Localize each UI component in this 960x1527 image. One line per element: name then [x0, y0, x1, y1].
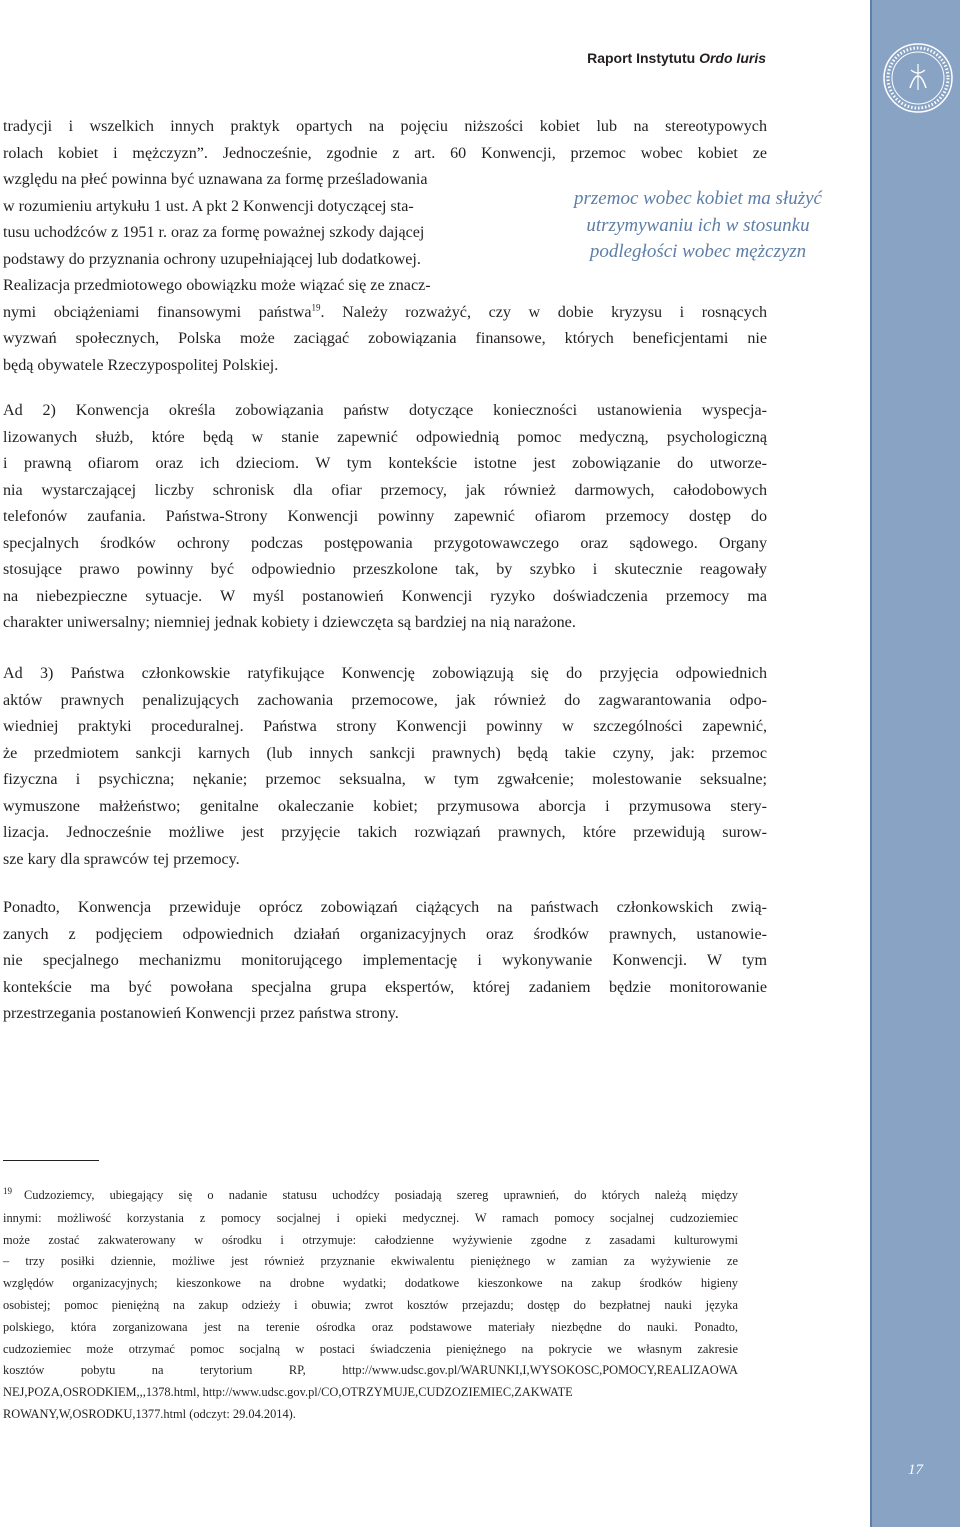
footnote-line[interactable]: kosztów pobytu na terytorium RP, http://www.udsc.gov.pl/WARUNKI,I,WYSOKOSC,POMOCY,REALIZAOWA	[3, 1363, 738, 1378]
text-line: Realizacja przedmiotowego obowiązku może wiązać się ze znacz-	[3, 277, 431, 294]
sidebar-band	[870, 0, 960, 1527]
ordo-iuris-seal-icon	[880, 40, 956, 116]
header-prefix: Raport Instytutu	[587, 50, 700, 66]
text-line: nia wystarczającej liczby schronisk dla ofiar przemocy, jak również darmowych, całodobowych	[3, 481, 767, 499]
footnote	[3, 1185, 738, 1426]
page-number: 17	[908, 1462, 923, 1478]
header-italic: Ordo Iuris	[699, 50, 766, 66]
footnote-line: osobistej; pomoc pieniężną na zakup odzieży i obuwia; zwrot kosztów przejazdu; dostęp do bezpłatnej nauki języka	[3, 1297, 738, 1312]
text-line: będą obywatele Rzeczypospolitej Polskiej.	[3, 356, 279, 374]
footnote-line: polskiego, która zorganizowana jest na terenie ośrodka oraz podstawowe materiały niezbędne do nauki. Ponadto,	[3, 1319, 738, 1334]
paragraph-1	[3, 114, 767, 379]
text-line: Ad 3) Państwa członkowskie ratyfikujące Konwencję zobowiązują się do przyjęcia odpowiednich	[3, 665, 767, 682]
text-line: na niebezpieczne sytuacje. W myśl postanowień Konwencji ryzyko doświadczenia przemocy ma	[3, 587, 767, 605]
text-line: podstawy do przyznania ochrony uzupełniającej lub dodatkowej.	[3, 250, 421, 268]
footnote-number: 19	[3, 1186, 12, 1196]
text-line: stosujące prawo powinny być odpowiednio przeszkolone tak, by szybko i skutecznie reagowały	[3, 561, 767, 578]
text-line: rolach kobiet i mężczyzn”. Jednocześnie, zgodnie z art. 60 Konwencji, przemoc wobec kobiet ze	[3, 144, 767, 162]
text-line: tradycji i wszelkich innych praktyk opartych na pojęciu niższości kobiet lub na stereotypowych	[3, 118, 767, 135]
paragraph-2	[3, 398, 767, 637]
text-line: specjalnych środków ochrony podczas postępowania przygotowawczego oraz sądowego. Organy	[3, 534, 767, 552]
text-line: fizyczna i psychiczna; nękanie; przemoc seksualna, w tym zgwałcenie; molestowanie seksualne;	[3, 771, 767, 788]
footnote-line	[3, 1185, 738, 1208]
footnote-context: . Należy rozważyć, czy w dobie kryzysu i rosnących	[320, 303, 768, 321]
footnote-line: innymi: możliwość korzystania z pomocy socjalnej i opieki medycznej. W ramach pomocy socjalnej cudzoziemiec	[3, 1210, 738, 1225]
text-line: nie specjalnego mechanizmu monitorującego implementację i wykonywanie Konwencji. W tym	[3, 952, 767, 969]
footnote-line: cudzoziemiec może otrzymać pomoc socjalną w postaci świadczenia pieniężnego na pokrycie we własnym zakresie	[3, 1341, 738, 1356]
footnote-reference[interactable]: 19	[311, 302, 321, 313]
text-line: sze kary dla sprawców tej przemocy.	[3, 850, 240, 868]
text-line: tusu uchodźców z 1951 r. oraz za formę poważnej szkody dającej	[3, 224, 425, 241]
text-line: przestrzegania postanowień Konwencji przez państwa strony.	[3, 1005, 399, 1022]
footnote-line: – trzy posiłki dziennie, możliwe jest również przyznanie ekwiwalentu pieniężnego w zamian za wyżywienie ze	[3, 1254, 738, 1269]
text-line: Ponadto, Konwencja przewiduje oprócz zobowiązań ciążących na państwach członkowskich zwią-	[3, 899, 767, 916]
footnote-line[interactable]: NEJ,POZA,OSRODKIEM,,,1378.html, http://www.udsc.gov.pl/CO,OTRZYMUJE,CUDZOZIEMIEC,ZAKWATE	[3, 1385, 573, 1400]
running-header	[587, 50, 766, 66]
pull-quote-line: utrzymywaniu ich w stosunku	[586, 214, 810, 236]
text-line: i prawną ofiarom oraz ich dzieciom. W tym kontekście istotne jest zobowiązanie do utworze-	[3, 455, 767, 472]
pull-quote-line: przemoc wobec kobiet ma służyć	[574, 188, 822, 209]
footnote-line[interactable]: ROWANY,W,OSRODKU,1377.html (odczyt: 29.04.2014).	[3, 1406, 296, 1421]
text-line: telefonów zaufania. Państwa-Strony Konwencji powinny zapewnić ofiarom przemocy dostęp do	[3, 508, 767, 525]
text-line: lizowanych służb, które będą w stanie zapewnić odpowiednią pomoc medyczną, psychologiczną	[3, 428, 767, 446]
paragraph-4	[3, 895, 767, 1028]
text-line: Ad 2) Konwencja określa zobowiązania państw dotyczące konieczności ustanowienia wyspecja-	[3, 402, 767, 419]
text-line: kontekście ma być powołana specjalna grupa ekspertów, której zadaniem będzie monitorowanie	[3, 978, 767, 996]
text-line: wiedniej praktyki proceduralnej. Państwa strony Konwencji powinny w szczególności zapewnić,	[3, 718, 767, 735]
text-line: wyzwań społecznych, Polska może zaciągać zobowiązania finansowe, których beneficjentami nie	[3, 330, 767, 347]
footnote-context: nymi obciążeniami finansowymi państwa	[3, 303, 312, 321]
text-line	[3, 300, 767, 327]
text-line: lizacja. Jednocześnie możliwe jest przyjęcie takich rozwiązań prawnych, które przewidują surow-	[3, 824, 767, 841]
text-line: aktów prawnych penalizujących zachowania przemocowe, jak również do zagwarantowania odpo-	[3, 691, 767, 709]
text-line: w rozumieniu artykułu 1 ust. A pkt 2 Konwencji dotyczącej sta-	[3, 197, 414, 215]
paragraph-3	[3, 661, 767, 873]
text-line: że przedmiotem sankcji karnych (lub innych sankcji prawnych) będą takie czyny, jak: przemoc	[3, 744, 767, 762]
text-line: charakter uniwersalny; niemniej jednak kobiety i dziewczęta są bardziej na nią narażone.	[3, 614, 576, 631]
pull-quote-line: podległości wobec mężczyzn	[589, 241, 807, 262]
text-line: wymuszone małżeństwo; genitalne okaleczanie kobiet; przymusowa aborcja i przymusowa stery-	[3, 797, 767, 815]
footnote-separator	[3, 1160, 99, 1161]
footnote-line: może zostać zakwaterowany w ośrodku i otrzymuje: całodzienne wyżywienie zgodne z zasadami kulturowymi	[3, 1232, 738, 1247]
footnote-text: Cudzoziemcy, ubiegający się o nadanie statusu uchodźcy posiadają szereg uprawnień, do których należą między	[24, 1188, 738, 1202]
text-line: zanych z podjęciem odpowiednich działań organizacyjnych oraz środków prawnych, ustanowie-	[3, 925, 767, 943]
text-line: względu na płeć powinna być uznawana za formę prześladowania	[3, 171, 428, 188]
footnote-line: względów organizacyjnych; kieszonkowe na drobne wydatki; dodatkowe kieszonkowe na zakup środków higieny	[3, 1276, 738, 1291]
